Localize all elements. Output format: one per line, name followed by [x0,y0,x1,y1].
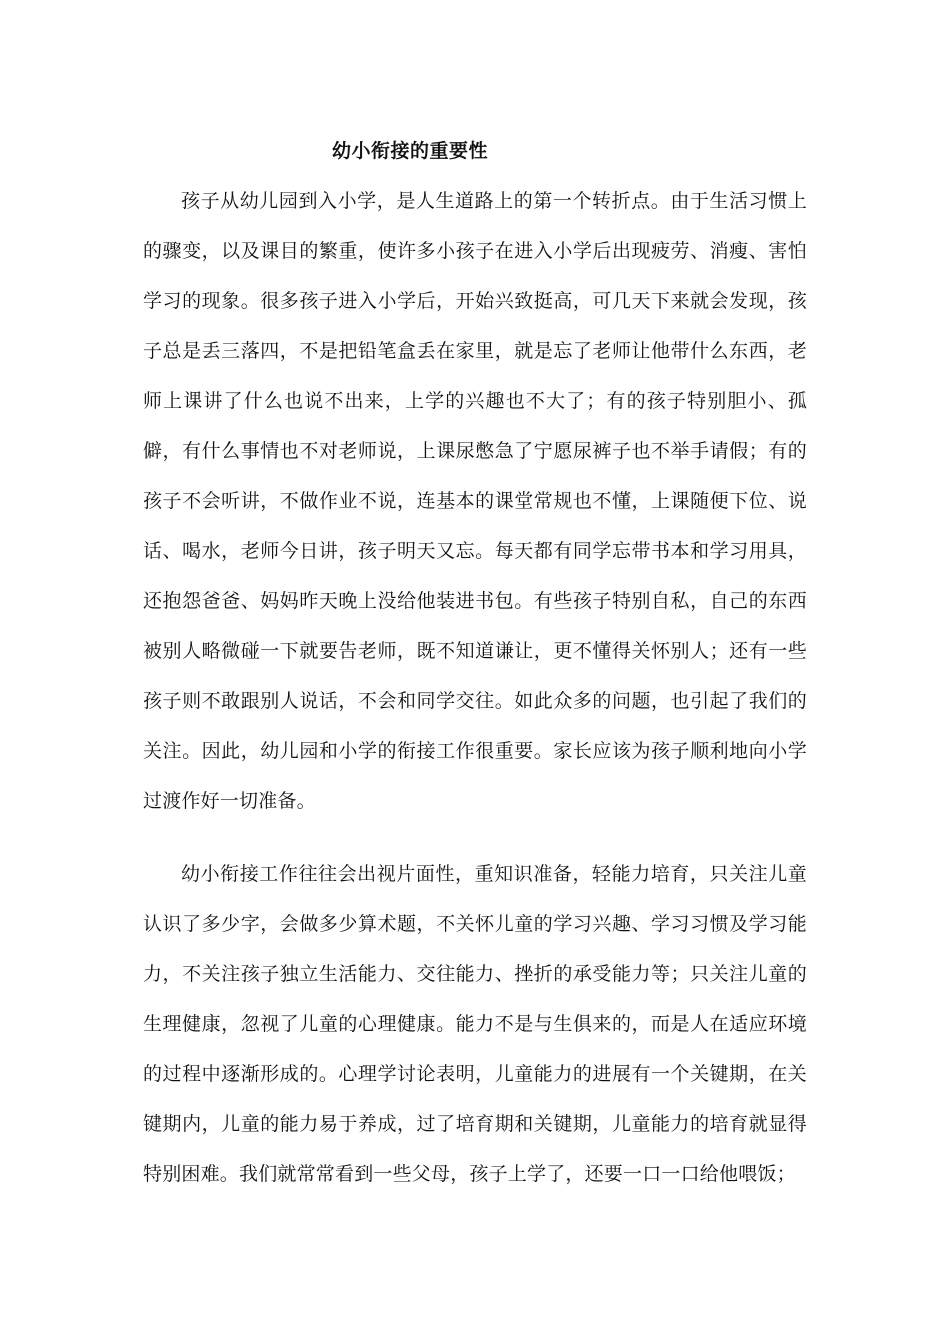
paragraph-1: 孩子从幼儿园到入小学，是人生道路上的第一个转折点。由于生活习惯上的骤变，以及课目的繁重，使许多小孩子在进入小学后出现疲劳、消瘦、害怕学习的现象。很多孩子进入小学后，开始兴致挺高，可几天下来就会发现，孩子总是丢三落四，不是把铅笔盒丢在家里，就是忘了老师让他带什么东西，老师上课讲了什么也说不出来，上学的兴趣也不大了；有的孩子特别胆小、孤僻，有什么事情也不对老师说，上课尿憋急了宁愿尿裤子也不举手请假；有的孩子不会听讲，不做作业不说，连基本的课堂常规也不懂，上课随便下位、说话、喝水，老师今日讲，孩子明天又忘。每天都有同学忘带书本和学习用具，还抱怨爸爸、妈妈昨天晚上没给他装进书包。有些孩子特别自私，自己的东西被别人略微碰一下就要告老师，既不知道谦让，更不懂得关怀别人；还有一些孩子则不敢跟别人说话，不会和同学交往。如此众多的问题，也引起了我们的关注。因此，幼儿园和小学的衔接工作很重要。家长应该为孩子顺利地向小学过渡作好一切准备。 [143,190,807,812]
page-title: 幼小衔接的重要性 [331,140,488,162]
paragraph-2: 幼小衔接工作往往会出视片面性，重知识准备，轻能力培育，只关注儿童认识了多少字，会做多少算术题，不关怀儿童的学习兴趣、学习习惯及学习能力，不关注孩子独立生活能力、交往能力、挫折的承受能力等；只关注儿童的生理健康，忽视了儿童的心理健康。能力不是与生俱来的，而是人在适应环境的过程中逐渐形成的。心理学讨论表明，儿童能力的进展有一个关键期，在关键期内，儿童的能力易于养成，过了培育期和关键期，儿童能力的培育就显得特别困难。我们就常常看到一些父母，孩子上学了，还要一口一口给他喂饭； [143,863,807,1185]
